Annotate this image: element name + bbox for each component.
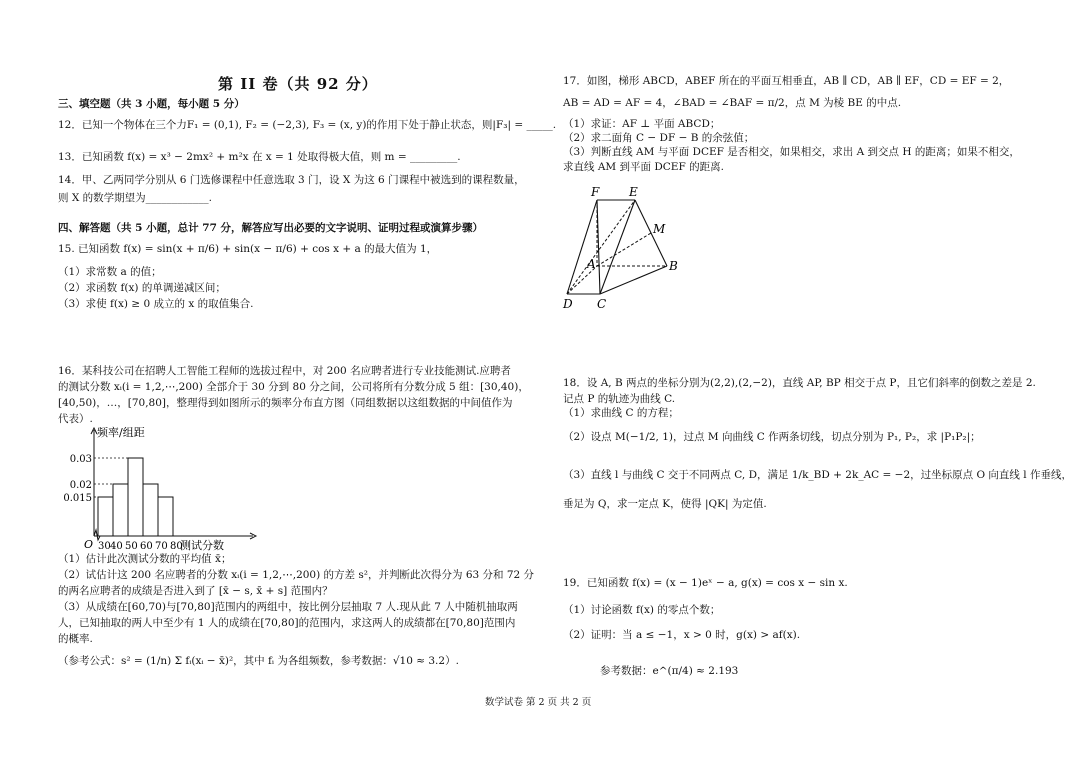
question-17-part3-line1: （3）判断直线 AM 与平面 DCEF 是否相交，如果相交，求出 A 到交点 H 的距离；如果不相交， bbox=[563, 146, 1020, 158]
question-15: 15. 已知函数 f(x) = sin(x + π/6) + sin(x − π/6) + cos x + a 的最大值为 1， bbox=[58, 243, 438, 255]
section-3-heading: 三、填空题（共 3 小题，每小题 5 分） bbox=[58, 98, 245, 110]
question-16-part3-line1: （3）从成绩在[60,70)与[70,80]范围内的两组中，按比例分层抽取 7 人.现从此 7 人中随机抽取两 bbox=[58, 601, 518, 613]
question-16-part1: （1）估计此次测试分数的平均值 x̄； bbox=[58, 553, 232, 565]
question-16-part3-line3: 的概率. bbox=[58, 633, 93, 645]
x-tick-label: 40 bbox=[110, 541, 123, 552]
question-16-reference: （参考公式：s² = (1/n) Σ fᵢ(xᵢ − x̄)²，其中 fᵢ 为各组频数，参考数据：√10 ≈ 3.2）. bbox=[58, 655, 459, 667]
question-18-line2: 记点 P 的轨迹为曲线 C. bbox=[563, 393, 676, 405]
question-16-line3: [40,50)，…，[70,80]，整理得到如图所示的频率分布直方图（同组数据以这组数据的中间值作为 bbox=[58, 397, 513, 409]
question-18-part1: （1）求曲线 C 的方程； bbox=[563, 407, 679, 419]
question-17-line2: AB = AD = AF = 4，∠BAD = ∠BAF = π/2，点 M 为棱 BE 的中点. bbox=[563, 97, 902, 109]
question-16-part3-line2: 人，已知抽取的两人中至少有 1 人的成绩在[70,80]的范围内，求这两人的成绩都在[70,80]范围内 bbox=[58, 617, 516, 629]
question-19-part2: （2）证明：当 a ≤ −1，x > 0 时，g(x) > af(x). bbox=[563, 629, 801, 641]
question-16-part2-line2: 的两名应聘者的成绩是否进入到了 [x̄ − s, x̄ + s] 范围内？ bbox=[58, 585, 333, 597]
label-C: C bbox=[597, 297, 607, 311]
y-axis-label: 频率/组距 bbox=[97, 426, 145, 439]
question-18-part2: （2）设点 M(−1/2, 1)，过点 M 向曲线 C 作两条切线，切点分别为 P₁, P₂，求 |P₁P₂|； bbox=[563, 431, 981, 443]
question-15-part2: （2）求函数 f(x) 的单调递减区间； bbox=[58, 282, 226, 294]
question-18-part3-line1: （3）直线 l 与曲线 C 交于不同两点 C, D，满足 1/k_BD + 2k_AC = −2，过坐标原点 O 向直线 l 作垂线， bbox=[563, 469, 1072, 481]
question-17-part2: （2）求二面角 C − DF − B 的余弦值； bbox=[563, 132, 755, 144]
question-14-line1: 14．甲、乙两同学分别从 6 门选修课程中任意选取 3 门，设 X 为这 6 门课程中被选到的课程数量， bbox=[58, 174, 525, 186]
question-16-line1: 16．某科技公司在招聘人工智能工程师的选拔过程中，对 200 名应聘者进行专业技能测试.应聘者 bbox=[58, 365, 511, 377]
question-15-part3: （3）求使 f(x) ≥ 0 成立的 x 的取值集合. bbox=[58, 298, 254, 310]
label-A: A bbox=[587, 257, 596, 271]
label-F: F bbox=[591, 185, 600, 199]
question-19-line1: 19．已知函数 f(x) = (x − 1)eˣ − a, g(x) = cos x − sin x. bbox=[563, 577, 848, 589]
page-footer: 数学试卷 第 2 页 共 2 页 bbox=[485, 697, 592, 708]
question-17-part1: （1）求证：AF ⊥ 平面 ABCD； bbox=[563, 118, 721, 130]
label-M: M bbox=[653, 222, 666, 236]
question-19-part1: （1）讨论函数 f(x) 的零点个数； bbox=[563, 604, 721, 616]
label-B: B bbox=[669, 259, 678, 273]
y-tick-label: 0.02 bbox=[69, 480, 92, 491]
question-12: 12．已知一个物体在三个力F₁ = (0,1), F₂ = (−2,3), F₃ = (x, y)的作用下处于静止状态，则|F₃| = _____. bbox=[58, 119, 557, 131]
y-tick-label: 0.03 bbox=[69, 454, 92, 465]
histogram-bar bbox=[98, 497, 113, 536]
question-16-line4: 代表）. bbox=[58, 413, 93, 425]
x-tick-label: 30 bbox=[98, 541, 111, 552]
histogram-bar bbox=[158, 497, 173, 536]
x-tick-label: 70 bbox=[155, 541, 168, 552]
question-17-line1: 17．如图，梯形 ABCD，ABEF 所在的平面互相垂直，AB ∥ CD，AB ∥ EF，CD = EF = 2， bbox=[563, 75, 1010, 87]
question-16-line2: 的测试分数 xᵢ(i = 1,2,⋯,200) 全部介于 30 分到 80 分之间，公司将所有分数分成 5 组：[30,40)， bbox=[58, 381, 529, 393]
question-15-part1: （1）求常数 a 的值； bbox=[58, 266, 162, 278]
frequency-histogram bbox=[58, 424, 258, 554]
axis-break bbox=[94, 530, 100, 540]
x-tick-label: 50 bbox=[125, 541, 138, 552]
solid-geometry-figure bbox=[555, 182, 695, 314]
histogram-bar bbox=[143, 484, 158, 536]
origin-label: O bbox=[84, 538, 94, 551]
y-tick-label: 0.015 bbox=[63, 493, 92, 504]
label-D: D bbox=[563, 297, 573, 311]
question-14-line2: 则 X 的数学期望为____________. bbox=[58, 192, 212, 204]
question-17-part3-line2: 求直线 AM 到平面 DCEF 的距离. bbox=[563, 161, 724, 173]
question-18-line1: 18．设 A, B 两点的坐标分别为(2,2),(2,−2)，直线 AP, BP 相交于点 P，且它们斜率的倒数之差是 2. bbox=[563, 377, 1036, 389]
x-axis-label: 测试分数 bbox=[180, 539, 224, 552]
label-E: E bbox=[629, 185, 638, 199]
exam-part-title: 第 II 卷（共 92 分） bbox=[218, 75, 378, 93]
question-19-reference: 参考数据：e^(π/4) ≈ 2.193 bbox=[600, 665, 739, 677]
section-4-heading: 四、解答题（共 5 小题，总计 77 分，解答应写出必要的文字说明、证明过程或演算步骤） bbox=[58, 222, 484, 234]
histogram-bar bbox=[128, 458, 143, 536]
question-16-part2-line1: （2）试估计这 200 名应聘者的分数 xᵢ(i = 1,2,⋯,200) 的方差 s²，并判断此次得分为 63 分和 72 分 bbox=[58, 569, 535, 581]
x-tick-label: 60 bbox=[140, 541, 153, 552]
histogram-bar bbox=[113, 484, 128, 536]
x-tick-label: 80 bbox=[170, 541, 183, 552]
question-18-part3-line2: 垂足为 Q，求一定点 K，使得 |QK| 为定值. bbox=[563, 498, 767, 510]
question-13: 13．已知函数 f(x) = x³ − 2mx² + m²x 在 x = 1 处取得极大值，则 m = _________. bbox=[58, 151, 461, 163]
